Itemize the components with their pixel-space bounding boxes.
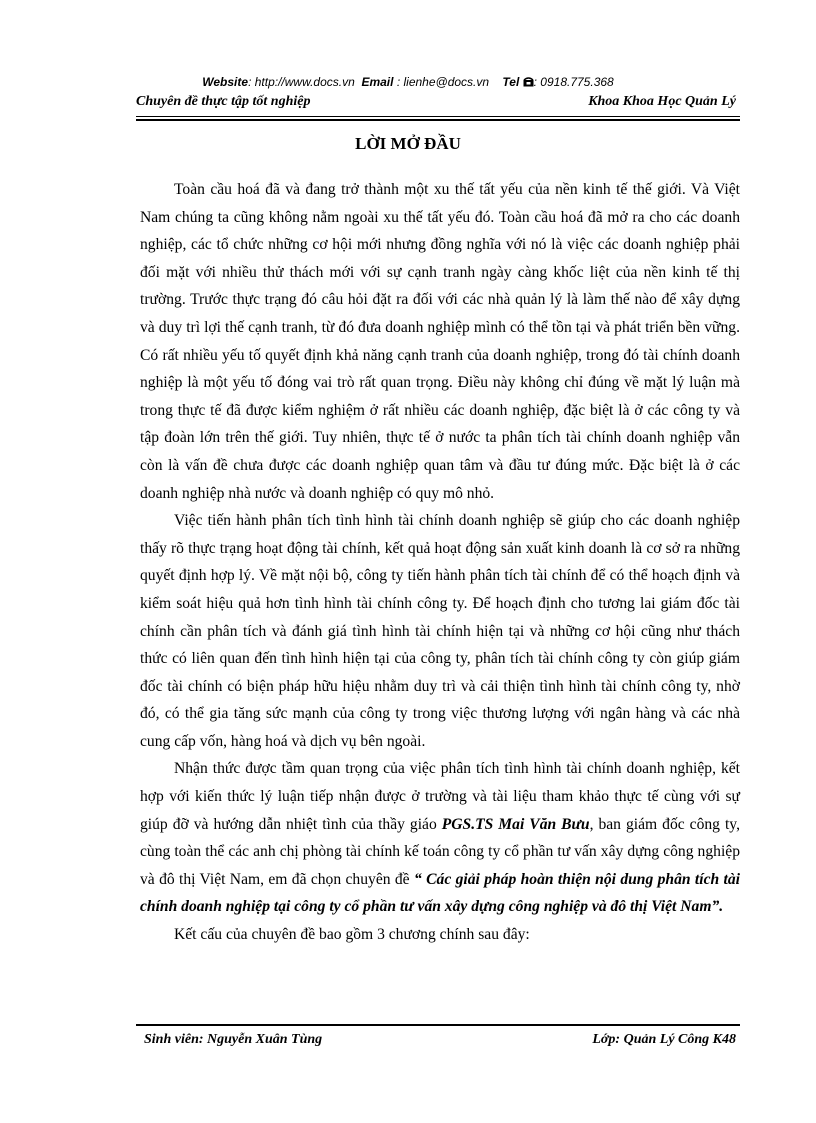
phone-icon [523, 76, 534, 90]
email-value[interactable]: : lienhe@docs.vn [396, 75, 490, 89]
paragraph-2: Việc tiến hành phân tích tình hình tài chính doanh nghiệp sẽ giúp cho các doanh nghiệp thấy rõ thực trạng hoạt động tài chính, kết quả hoạt động sản xuất kinh doanh là cơ sở ra những quyết định hợp lý. Về mặt nội bộ, công ty tiến hành phân tích tài chính để có thể hoạch định và kiểm soát hiệu quả hơn tình hình tài chính công ty. Để hoạch định cho tương lai giám đốc tài chính cần phân tích và đánh giá tình hình tài chính hiện tại và những cơ hội cũng như thách thức có liên quan đến tình hình hiện tại của công ty, phân tích tài chính công ty còn giúp giám đốc tài chính có biện pháp hữu hiệu nhằm duy trì và cải thiện tình hình tài chính công ty, nhờ đó, có thể gia tăng sức mạnh của công ty trong việc thương lượng với ngân hàng và các nhà cung cấp vốn, hàng hoá và dịch vụ bên ngoài. [140, 512, 740, 750]
body-text [140, 176, 740, 949]
email-label: Email [361, 75, 394, 89]
page-title: LỜI MỞ ĐẦU [355, 134, 461, 153]
teacher-name: PGS.TS Mai Văn Bưu [441, 815, 590, 833]
paragraph-1: Toàn cầu hoá đã và đang trở thành một xu thế tất yếu của nền kinh tế thế giới. Và Việt Nam chúng ta cũng không nằm ngoài xu thế tất yếu đó. Toàn cầu hoá đã mở ra cho các doanh nghiệp, các tổ chức những cơ hội mới nhưng đồng nghĩa với nó là việc các doanh nghiệp phải đối mặt với nhiều thử thách mới với sự cạnh tranh ngày càng khốc liệt của nền kinh tế thị trường. Trước thực trạng đó câu hỏi đặt ra đối với các nhà quản lý là làm thế nào để xây dựng và duy trì lợi thế cạnh tranh, từ đó đưa doanh nghiệp mình có thể tồn tại và phát triển bền vững. Có rất nhiều yếu tố quyết định khả năng cạnh tranh của doanh nghiệp, trong đó tài chính doanh nghiệp là một yếu tố đóng vai trò rất quan trọng. Điều này không chỉ đúng về mặt lý luận mà trong thực tế đã được kiểm nghiệm ở rất nhiều các doanh nghiệp, đặc biệt là ở các công ty và tập đoàn lớn trên thế giới. Tuy nhiên, thực tế ở nước ta phân tích tài chính doanh nghiệp vẫn còn là vấn đề chưa được các doanh nghiệp quan tâm và đầu tư đúng mức. Đặc biệt là ở các doanh nghiệp nhà nước và doanh nghiệp có quy mô nhỏ. [140, 181, 740, 502]
footer-class: Lớp: Quản Lý Công K48 [592, 1032, 736, 1047]
paragraph-4: Kết cấu của chuyên đề bao gồm 3 chương chính sau đây: [174, 926, 530, 944]
paragraph-3-mid: , ban giám đốc công ty, cùng toàn thể các anh chị phòng tài chính kế toán công ty cổ phần tư vấn xây dựng công nghiệp và đô thị Việt Nam, em đã chọn chuyên đề [140, 815, 740, 888]
header-rule-thick [136, 119, 740, 121]
paragraph-3 [140, 755, 740, 921]
header-left: Chuyên đề thực tập tốt nghiệp [136, 94, 311, 109]
footer-student: Sinh viên: Nguyễn Xuân Tùng [144, 1032, 323, 1047]
thesis-topic: “ Các giải pháp hoàn thiện nội dung phân tích tài chính doanh nghiệp tại công ty cổ phần tư vấn xây dựng công nghiệp và đô thị Việt Nam”. [140, 870, 740, 916]
tel-label: Tel [502, 75, 520, 89]
header-right: Khoa Khoa Học Quản Lý [588, 94, 736, 109]
tel-value: : 0918.775.368 [533, 75, 614, 89]
website-label: Website [202, 75, 249, 89]
header-rule-thin [136, 116, 740, 117]
footer-rule [136, 1024, 740, 1026]
running-header [136, 94, 740, 116]
website-contact-line [0, 75, 816, 90]
paragraph-3-start: Nhận thức được tầm quan trọng của việc phân tích tình hình tài chính doanh nghiệp, kết hợp với kiến thức lý luận tiếp nhận được ở trường và tài liệu tham khảo thực tế cùng với sự giúp đỡ và hướng dẫn nhiệt tình của thầy giáo [140, 760, 740, 833]
website-url[interactable]: : http://www.docs.vn [248, 75, 355, 89]
